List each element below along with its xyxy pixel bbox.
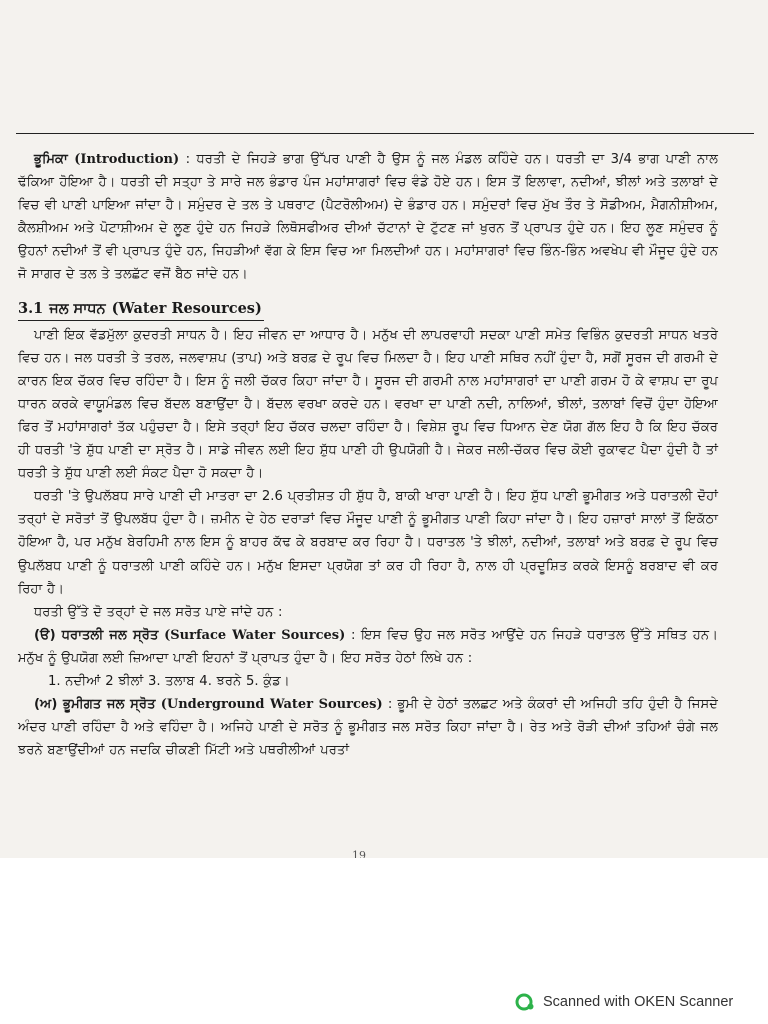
underground-text: : ਭੂਮੀ ਦੇ ਹੇਠਾਂ ਤਲਛਟ ਅਤੇ ਕੰਕਰਾਂ ਦੀ ਅਜਿਹੀ ਤਹਿ ਹੁੰਦੀ ਹੈ ਜਿਸਦੇ ਅੰਦਰ ਪਾਣੀ ਰਹਿੰਦਾ ਹੈ ਅਤੇ ਵਹਿੰਦਾ ਹੈ। ਅਜਿਹੇ ਪਾਣੀ ਦੇ ਸਰੋਤ ਨੂੰ ਭੂਮੀਗਤ ਜਲ ਸਰੋਤ ਕਿਹਾ ਜਾਂਦਾ ਹੈ। ਰੇਤ ਅਤੇ ਰੋੜੀ ਦੀਆਂ ਤਹਿਆਂ ਚੰਗੇ ਜਲ ਝਰਨੇ ਬਣਾਉਂਦੀਆਂ ਹਨ ਜਦਕਿ ਚੀਕਣੀ ਮਿੱਟੀ ਅਤੇ ਪਥਰੀਲੀਆਂ ਪਰਤਾਂ bbox=[18, 697, 718, 759]
section-title-en: (Water Resources) bbox=[111, 299, 262, 317]
underground-heading-pa: (ਅ) ਭੂਮੀਗਤ ਜਲ ਸ੍ਰੋਤ bbox=[34, 697, 156, 713]
scanner-logo-icon bbox=[515, 992, 535, 1012]
scanner-watermark bbox=[515, 992, 733, 1012]
intro-paragraph bbox=[18, 148, 718, 287]
surface-text: : ਇਸ ਵਿਚ ਉਹ ਜਲ ਸਰੋਤ ਆਉਂਦੇ ਹਨ ਜਿਹੜੇ ਧਰਾਤਲ ਉੱਤੇ ਸਥਿਤ ਹਨ। ਮਨੁੱਖ ਨੂੰ ਉਪਯੋਗ ਲਈ ਜ਼ਿਆਦਾ ਪਾਣੀ ਇਹਨਾਂ ਤੋਂ ਪ੍ਰਾਪਤ ਹੁੰਦਾ ਹੈ। ਇਹ ਸਰੋਤ ਹੇਠਾਂ ਲਿਖੇ ਹਨ : bbox=[18, 627, 718, 666]
surface-paragraph bbox=[18, 624, 718, 670]
surface-heading-en: (Surface Water Sources) bbox=[164, 627, 346, 643]
intro-heading-pa: ਭੂਮਿਕਾ bbox=[34, 152, 68, 167]
header-rule bbox=[16, 133, 754, 134]
scanner-label: Scanned with OKEN Scanner bbox=[543, 994, 734, 1010]
water-sources-intro: ਧਰਤੀ ਉੱਤੇ ਦੋ ਤਰ੍ਹਾਂ ਦੇ ਜਲ ਸਰੋਤ ਪਾਏ ਜਾਂਦੇ ਹਨ : bbox=[34, 604, 283, 620]
water-paragraph-1: ਪਾਣੀ ਇਕ ਵੱਡਮੁੱਲਾ ਕੁਦਰਤੀ ਸਾਧਨ ਹੈ। ਇਹ ਜੀਵਨ ਦਾ ਆਧਾਰ ਹੈ। ਮਨੁੱਖ ਦੀ ਲਾਪਰਵਾਹੀ ਸਦਕਾ ਪਾਣੀ ਸਮੇਤ ਵਿਭਿੰਨ ਕੁਦਰਤੀ ਸਾਧਨ ਖਤਰੇ ਵਿਚ ਹਨ। ਜਲ ਧਰਤੀ ਤੇ ਤਰਲ, ਜਲਵਾਸ਼ਪ (ਤਾਪ) ਅਤੇ ਬਰਫ਼ ਦੇ ਰੂਪ ਵਿਚ ਮਿਲਦਾ ਹੈ। ਇਹ ਪਾਣੀ ਸਥਿਰ ਨਹੀਂ ਹੁੰਦਾ ਹੈ, ਸਗੋਂ ਸੂਰਜ ਦੀ ਗਰਮੀ ਦੇ ਕਾਰਨ ਇਕ ਚੱਕਰ ਵਿਚ ਰਹਿੰਦਾ ਹੈ। ਇਸ ਨੂੰ ਜਲੀ ਚੱਕਰ ਕਿਹਾ ਜਾਂਦਾ ਹੈ। ਸੂਰਜ ਦੀ ਗਰਮੀ ਨਾਲ ਮਹਾਂਸਾਗਰਾਂ ਦਾ ਪਾਣੀ ਗਰਮ ਹੋ ਕੇ ਵਾਸ਼ਪ ਦਾ ਰੂਪ ਧਾਰਨ ਕਰਕੇ ਵਾਯੂਮੰਡਲ ਵਿਚ ਬੱਦਲ ਬਣਾਉਂਦਾ ਹੈ। ਬੱਦਲ ਵਰਖਾ ਕਰਦੇ ਹਨ। ਵਰਖਾ ਦਾ ਪਾਣੀ ਨਦੀ, ਨਾਲਿਆਂ, ਝੀਲਾਂ, ਤਲਾਬਾਂ ਵਿਚੋਂ ਹੁੰਦਾ ਹੋਇਆ ਫਿਰ ਤੋਂ ਮਹਾਂਸਾਗਰਾਂ ਤੱਕ ਪਹੁੰਚਦਾ ਹੈ। ਇਸੇ ਤਰ੍ਹਾਂ ਇਹ ਚੱਕਰ ਚਲਦਾ ਰਹਿੰਦਾ ਹੈ। ਵਿਸ਼ੇਸ਼ ਰੂਪ ਵਿਚ ਧਿਆਨ ਦੇਣ ਯੋਗ ਗੱਲ ਇਹ ਹੈ ਕਿ ਇਹ ਚੱਕਰ ਹੀ ਧਰਤੀ 'ਤੇ ਸ਼ੁੱਧ ਪਾਣੀ ਦਾ ਸ੍ਰੋਤ ਹੈ। ਸਾਡੇ ਜੀਵਨ ਲਈ ਇਹ ਸ਼ੁੱਧ ਪਾਣੀ ਹੀ ਉਪਯੋਗੀ ਹੈ। ਜੇਕਰ ਜਲੀ-ਚੱਕਰ ਵਿਚ ਕੋਈ ਰੁਕਾਵਟ ਪੈਦਾ ਹੁੰਦੀ ਹੈ ਤਾਂ ਧਰਤੀ ਤੇ ਸ਼ੁੱਧ ਪਾਣੀ ਲਈ ਸੰਕਟ ਪੈਦਾ ਹੋ ਸਕਦਾ ਹੈ। bbox=[18, 327, 718, 482]
underground-heading-en: (Underground Water Sources) bbox=[160, 697, 383, 713]
page-number: 19 bbox=[352, 849, 366, 858]
section-title-pa: ਜਲ ਸਾਧਨ bbox=[49, 300, 106, 317]
water-paragraph-2: ਧਰਤੀ 'ਤੇ ਉਪਲੱਬਧ ਸਾਰੇ ਪਾਣੀ ਦੀ ਮਾਤਰਾ ਦਾ 2.6 ਪ੍ਰਤੀਸ਼ਤ ਹੀ ਸ਼ੁੱਧ ਹੈ, ਬਾਕੀ ਖਾਰਾ ਪਾਣੀ ਹੈ। ਇਹ ਸ਼ੁੱਧ ਪਾਣੀ ਭੂਮੀਗਤ ਅਤੇ ਧਰਾਤਲੀ ਦੋਹਾਂ ਤਰ੍ਹਾਂ ਦੇ ਸਰੋਤਾਂ ਤੋਂ ਉਪਲਬੱਧ ਹੁੰਦਾ ਹੈ। ਜ਼ਮੀਨ ਦੇ ਹੇਠ ਦਰਾੜਾਂ ਵਿਚ ਮੌਜੂਦ ਪਾਣੀ ਨੂੰ ਭੂਮੀਗਤ ਪਾਣੀ ਕਿਹਾ ਜਾਂਦਾ ਹੈ। ਇਹ ਹਜ਼ਾਰਾਂ ਸਾਲਾਂ ਤੋਂ ਇਕੱਠਾ ਹੋਇਆ ਹੈ, ਪਰ ਮਨੁੱਖ ਬੇਰਹਿਮੀ ਨਾਲ ਇਸ ਨੂੰ ਬਾਹਰ ਕੱਢ ਕੇ ਬਰਬਾਦ ਕਰ ਰਿਹਾ ਹੈ। ਧਰਾਤਲ 'ਤੇ ਝੀਲਾਂ, ਨਦੀਆਂ, ਤਲਾਬਾਂ ਅਤੇ ਬਰਫ਼ ਦੇ ਰੂਪ ਵਿਚ ਉਪਲੱਬਧ ਪਾਣੀ ਨੂੰ ਧਰਾਤਲੀ ਪਾਣੀ ਕਹਿੰਦੇ ਹਨ। ਮਨੁੱਖ ਇਸਦਾ ਪ੍ਰਯੋਗ ਤਾਂ ਕਰ ਹੀ ਰਿਹਾ ਹੈ, ਨਾਲ ਹੀ ਪ੍ਰਦੂਸ਼ਿਤ ਕਰਕੇ ਇਸਨੂੰ ਬਰਬਾਦ ਵੀ ਕਰ ਰਿਹਾ ਹੈ। bbox=[18, 489, 718, 597]
underground-paragraph bbox=[18, 693, 718, 762]
surface-sources-list: 1. ਨਦੀਆਂ 2 ਝੀਲਾਂ 3. ਤਲਾਬ 4. ਝਰਨੇ 5. ਕੁੰਡ। bbox=[48, 673, 290, 689]
surface-heading-pa: (ੳ) ਧਰਾਤਲੀ ਜਲ ਸ੍ਰੋਤ bbox=[34, 627, 159, 643]
section-heading bbox=[18, 298, 264, 321]
intro-text: : ਧਰਤੀ ਦੇ ਜਿਹੜੇ ਭਾਗ ਉੱਪਰ ਪਾਣੀ ਹੈ ਉਸ ਨੂੰ ਜਲ ਮੰਡਲ ਕਹਿੰਦੇ ਹਨ। ਧਰਤੀ ਦਾ 3/4 ਭਾਗ ਪਾਣੀ ਨਾਲ ਢੱਕਿਆ ਹੋਇਆ ਹੈ। ਧਰਤੀ ਦੀ ਸਤ੍ਹਾ ਤੇ ਸਾਰੇ ਜਲ ਭੰਡਾਰ ਪੰਜ ਮਹਾਂਸਾਗਰਾਂ ਵਿਚ ਵੰਡੇ ਹੋਏ ਹਨ। ਇਸ ਤੋਂ ਇਲਾਵਾ, ਨਦੀਆਂ, ਝੀਲਾਂ ਅਤੇ ਤਲਾਬਾਂ ਦੇ ਵਿਚ ਵੀ ਪਾਣੀ ਪਾਇਆ ਜਾਂਦਾ ਹੈ। ਸਮੁੰਦਰ ਦੇ ਤਲ ਤੇ ਪਥਰਾਟ (ਪੈਟਰੋਲੀਅਮ) ਦੇ ਭੰਡਾਰ ਹਨ। ਸਮੁੰਦਰਾਂ ਵਿਚ ਮੁੱਖ ਤੌਰ ਤੇ ਸੋਡੀਅਮ, ਮੈਗਨੀਸ਼ੀਅਮ, ਕੈਲਸ਼ੀਅਮ ਅਤੇ ਪੋਟਾਸ਼ੀਅਮ ਦੇ ਲੂਣ ਹੁੰਦੇ ਹਨ ਜਿਹੜੇ ਲਿਥੋਸਫੀਅਰ ਦੀਆਂ ਚੱਟਾਨਾਂ ਦੇ ਟੁੱਟਣ ਜਾਂ ਖੁਰਨ ਤੋਂ ਪ੍ਰਾਪਤ ਹੁੰਦੇ ਹਨ। ਇਹ ਲੂਣ ਸਮੁੰਦਰ ਨੂੰ ਉਹਨਾਂ ਨਦੀਆਂ ਤੋਂ ਵੀ ਪ੍ਰਾਪਤ ਹੁੰਦੇ ਹਨ, ਜਿਹੜੀਆਂ ਵੱਗ ਕੇ ਇਸ ਵਿਚ ਆ ਮਿਲਦੀਆਂ ਹਨ। ਮਹਾਂਸਾਗਰਾਂ ਵਿਚ ਭਿੰਨ-ਭਿੰਨ ਅਵਖੇਪ ਵੀ ਮੌਜੂਦ ਹੁੰਦੇ ਹਨ ਜੋ ਸਾਗਰ ਦੇ ਤਲ ਤੇ ਤਲਛੱਟ ਵਜੋਂ ਬੈਠ ਜਾਂਦੇ ਹਨ। bbox=[18, 152, 718, 283]
page-content bbox=[18, 148, 718, 762]
intro-heading-en: (Introduction) bbox=[74, 152, 180, 167]
section-number: 3.1 bbox=[18, 299, 44, 317]
